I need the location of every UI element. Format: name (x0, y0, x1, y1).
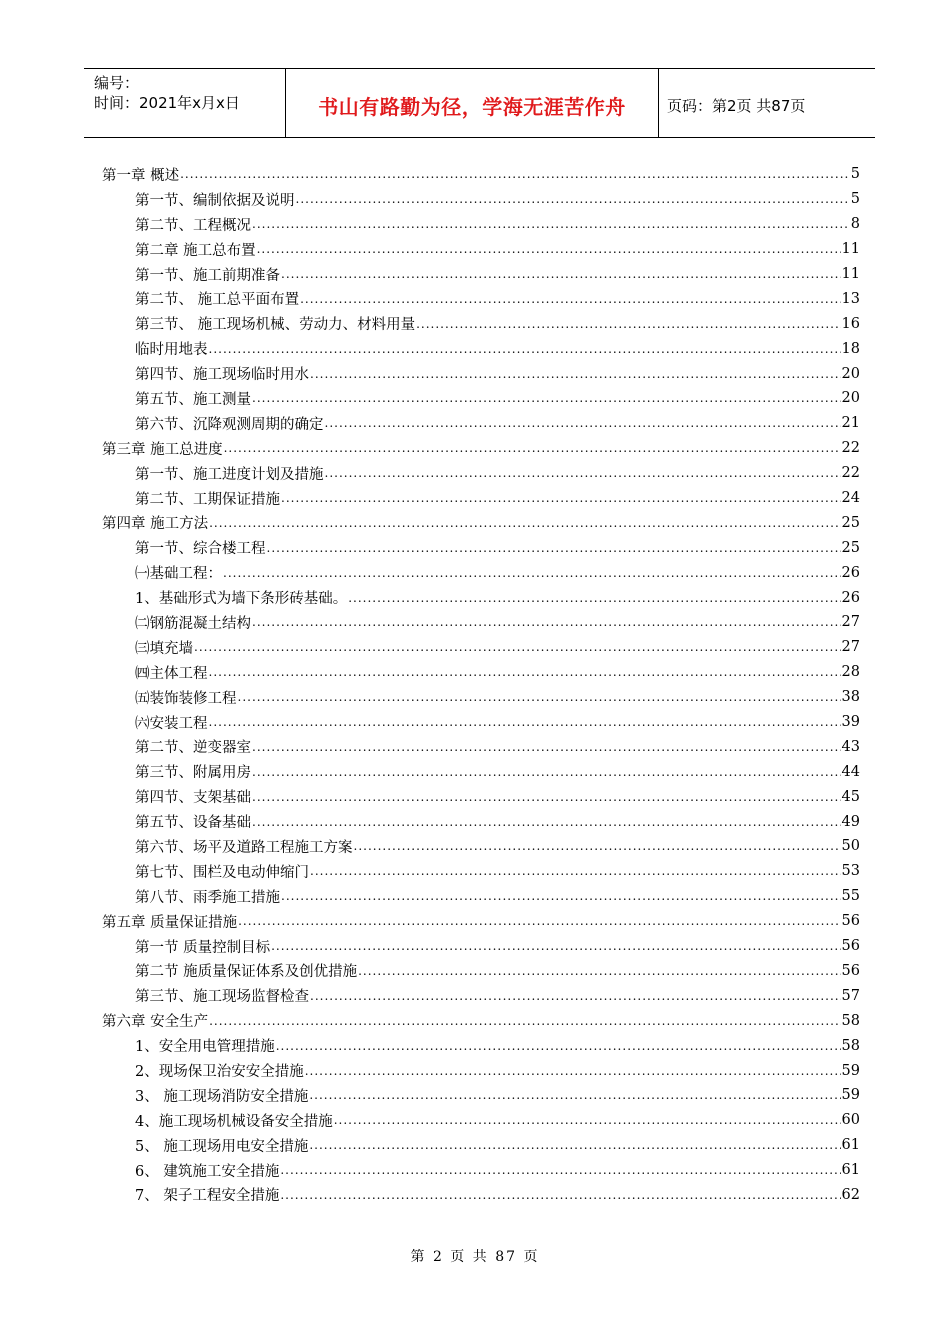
toc-entry-title: 5、 施工现场用电安全措施 (135, 1138, 309, 1155)
toc-dot-leader (416, 317, 840, 331)
toc-entry-title: 第一节 质量控制目标 (135, 939, 271, 956)
toc-entry-title: 第一节、综合楼工程 (135, 541, 266, 558)
toc-entry-page: 62 (841, 1186, 860, 1203)
page-header (84, 68, 875, 138)
toc-entry[interactable] (102, 1058, 860, 1083)
toc-dot-leader (281, 889, 841, 903)
toc-entry[interactable] (102, 859, 860, 884)
toc-entry[interactable] (102, 535, 860, 560)
toc-dot-leader (238, 914, 840, 928)
toc-entry-page: 25 (841, 514, 860, 531)
toc-entry-page: 58 (841, 1037, 860, 1054)
toc-entry-title: 第一章 概述 (102, 167, 180, 184)
toc-entry-title: 第六章 安全生产 (102, 1014, 209, 1031)
toc-entry[interactable] (102, 635, 860, 660)
toc-entry[interactable] (102, 959, 860, 984)
toc-entry-title: 第二节 施质量保证体系及创优措施 (135, 964, 358, 981)
toc-dot-leader (252, 765, 841, 779)
header-page-number: 页码：第2页 共87页 (667, 96, 806, 115)
toc-dot-leader (209, 1014, 840, 1028)
toc-entry-page: 26 (841, 589, 860, 606)
toc-entry-title: 第二节、工程概况 (135, 217, 251, 234)
toc-dot-leader (276, 1039, 841, 1053)
toc-entry[interactable] (102, 162, 860, 187)
toc-dot-leader (310, 864, 841, 878)
toc-entry-page: 56 (841, 913, 860, 930)
toc-dot-leader (252, 815, 841, 829)
toc-entry[interactable] (102, 1183, 860, 1208)
toc-entry-page: 45 (841, 788, 860, 805)
toc-dot-leader (300, 292, 840, 306)
toc-entry[interactable] (102, 262, 860, 287)
toc-entry[interactable] (102, 560, 860, 585)
toc-dot-leader (267, 541, 841, 555)
toc-dot-leader (325, 416, 841, 430)
toc-entry[interactable] (102, 436, 860, 461)
toc-entry-page: 5 (850, 166, 860, 183)
toc-entry[interactable] (102, 1158, 860, 1183)
toc-entry-page: 28 (841, 664, 860, 681)
toc-entry-title: 临时用地表 (135, 342, 208, 359)
toc-entry[interactable] (102, 1008, 860, 1033)
toc-dot-leader (310, 989, 841, 1003)
toc-entry-page: 57 (841, 987, 860, 1004)
toc-entry[interactable] (102, 784, 860, 809)
toc-entry-page: 61 (841, 1137, 860, 1154)
toc-dot-leader (310, 367, 841, 381)
toc-entry-page: 8 (850, 216, 860, 233)
toc-entry-page: 21 (841, 415, 860, 432)
toc-entry-page: 56 (841, 962, 860, 979)
toc-entry-page: 16 (841, 315, 860, 332)
toc-entry-page: 56 (841, 938, 860, 955)
toc-entry-title: 2、现场保卫治安安全措施 (135, 1064, 304, 1080)
toc-entry-title: ㈥安装工程 (135, 715, 208, 732)
toc-entry-page: 61 (841, 1162, 860, 1179)
toc-entry[interactable] (102, 461, 860, 486)
toc-entry[interactable] (102, 809, 860, 834)
toc-entry-title: 第五节、施工测量 (135, 391, 251, 408)
toc-entry-title: 第一节、施工进度计划及措施 (135, 466, 324, 483)
toc-entry-title: 第三节、 施工现场机械、劳动力、材料用量 (135, 317, 416, 334)
toc-entry-title: 第一节、编制依据及说明 (135, 192, 295, 209)
toc-entry-page: 22 (841, 465, 860, 482)
toc-entry[interactable] (102, 660, 860, 685)
toc-entry-page: 22 (841, 440, 860, 457)
toc-entry-page: 13 (841, 290, 860, 307)
toc-entry-title: 第六节、沉降观测周期的确定 (135, 416, 324, 433)
toc-entry-title: 6、 建筑施工安全措施 (135, 1163, 280, 1180)
toc-dot-leader (325, 466, 841, 480)
toc-entry-title: ㈡钢筋混凝土结构 (135, 615, 251, 632)
toc-entry[interactable] (102, 486, 860, 511)
toc-dot-leader (354, 839, 841, 853)
toc-entry-title: 第四节、施工现场临时用水 (135, 367, 309, 384)
toc-dot-leader (348, 591, 840, 605)
toc-dot-leader (209, 516, 840, 530)
toc-dot-leader (252, 217, 850, 231)
toc-entry-page: 38 (841, 689, 860, 706)
toc-entry-page: 20 (841, 365, 860, 382)
table-of-contents (102, 162, 860, 1207)
toc-entry-page: 11 (841, 266, 860, 282)
toc-entry[interactable] (102, 834, 860, 859)
toc-entry-page: 50 (841, 838, 860, 855)
toc-entry-page: 58 (841, 1012, 860, 1029)
toc-entry-title: 第三节、附属用房 (135, 765, 251, 782)
toc-dot-leader (238, 690, 841, 704)
toc-entry-title: ㈣主体工程 (135, 665, 208, 682)
toc-entry[interactable] (102, 237, 860, 262)
toc-entry-title: 第七节、围栏及电动伸缩门 (135, 864, 309, 881)
toc-entry[interactable] (102, 685, 860, 710)
toc-entry[interactable] (102, 1033, 860, 1058)
toc-dot-leader (209, 342, 841, 356)
toc-dot-leader (209, 665, 841, 679)
toc-entry-title: 第五节、设备基础 (135, 815, 251, 832)
toc-dot-leader (309, 1088, 840, 1102)
toc-entry[interactable] (102, 884, 860, 909)
toc-entry[interactable] (102, 934, 860, 959)
toc-entry[interactable] (102, 286, 860, 311)
toc-entry-title: 3、 施工现场消防安全措施 (135, 1088, 309, 1105)
toc-entry[interactable] (102, 909, 860, 934)
toc-dot-leader (296, 192, 850, 206)
toc-dot-leader (309, 1138, 840, 1152)
header-motto: 书山有路勤为径，学海无涯苦作舟 (286, 69, 659, 137)
toc-entry-title: 第二章 施工总布置 (135, 242, 256, 259)
toc-entry-title: 第二节、工期保证措施 (135, 491, 280, 508)
toc-dot-leader (252, 740, 841, 754)
toc-entry-title: ㈢填充墙 (135, 640, 193, 657)
toc-entry-page: 11 (841, 241, 860, 258)
toc-entry[interactable] (102, 187, 860, 212)
toc-entry[interactable] (102, 710, 860, 735)
toc-entry-page: 39 (841, 714, 860, 731)
toc-entry-page: 26 (841, 564, 860, 581)
toc-dot-leader (305, 1064, 841, 1078)
toc-entry-title: 第五章 质量保证措施 (102, 914, 238, 931)
toc-entry-title: 第一节、施工前期准备 (135, 267, 280, 284)
toc-entry[interactable] (102, 212, 860, 237)
toc-entry-page: 59 (841, 1087, 860, 1104)
toc-entry-page: 27 (841, 614, 860, 631)
toc-entry-page: 27 (841, 639, 860, 656)
toc-dot-leader (224, 441, 841, 455)
document-date: 时间：2021年x月x日 (94, 94, 240, 112)
toc-entry-page: 44 (841, 763, 860, 780)
toc-dot-leader (252, 391, 841, 405)
toc-entry-title: 1、基础形式为墙下条形砖基础。 (135, 591, 348, 608)
toc-entry-page: 43 (841, 738, 860, 755)
toc-dot-leader (334, 1113, 841, 1127)
toc-entry[interactable] (102, 386, 860, 411)
toc-entry-title: 第六节、场平及道路工程施工方案 (135, 839, 353, 856)
toc-entry[interactable] (102, 585, 860, 610)
document-number-label: 编号： (94, 74, 140, 92)
toc-entry-page: 20 (841, 390, 860, 407)
toc-entry-title: 4、施工现场机械设备安全措施 (135, 1113, 333, 1130)
toc-entry-page: 18 (841, 340, 860, 357)
toc-dot-leader (271, 939, 840, 953)
toc-entry-page: 5 (850, 191, 860, 208)
toc-entry-page: 49 (841, 813, 860, 830)
toc-entry[interactable] (102, 983, 860, 1008)
toc-dot-leader (209, 715, 841, 729)
toc-entry[interactable] (102, 1108, 860, 1133)
toc-dot-leader (257, 242, 841, 256)
page-footer: 第 2 页 共 87 页 (410, 1249, 540, 1265)
toc-entry-title: ㈠基础工程： (135, 566, 222, 583)
toc-entry[interactable] (102, 311, 860, 336)
toc-entry[interactable] (102, 759, 860, 784)
toc-dot-leader (252, 790, 841, 804)
toc-entry-title: 第四章 施工方法 (102, 516, 209, 533)
toc-entry-title: 第二节、逆变器室 (135, 740, 251, 757)
toc-dot-leader (281, 267, 841, 281)
toc-entry-title: 第三节、施工现场监督检查 (135, 989, 309, 1006)
toc-dot-leader (194, 640, 841, 654)
toc-entry-page: 25 (841, 539, 860, 556)
toc-entry-title: ㈤装饰装修工程 (135, 690, 237, 707)
toc-dot-leader (252, 615, 841, 629)
toc-entry-title: 第八节、雨季施工措施 (135, 889, 280, 906)
toc-entry[interactable] (102, 610, 860, 635)
toc-dot-leader (180, 167, 850, 181)
toc-entry[interactable] (102, 361, 860, 386)
header-meta (84, 69, 286, 137)
toc-entry-page: 53 (841, 863, 860, 880)
toc-dot-leader (358, 964, 840, 978)
toc-dot-leader (223, 566, 841, 580)
toc-dot-leader (280, 1163, 840, 1177)
toc-entry[interactable] (102, 336, 860, 361)
toc-entry[interactable] (102, 1083, 860, 1108)
toc-entry-title: 1、安全用电管理措施 (135, 1039, 275, 1056)
toc-entry[interactable] (102, 510, 860, 535)
toc-entry-page: 60 (841, 1112, 860, 1129)
toc-entry[interactable] (102, 1133, 860, 1158)
toc-entry-title: 第四节、支架基础 (135, 790, 251, 807)
toc-entry[interactable] (102, 734, 860, 759)
toc-entry[interactable] (102, 411, 860, 436)
toc-dot-leader (281, 491, 841, 505)
toc-entry-page: 59 (841, 1062, 860, 1079)
toc-entry-title: 7、 架子工程安全措施 (135, 1188, 280, 1205)
toc-entry-page: 24 (841, 490, 860, 507)
toc-entry-title: 第二节、 施工总平面布置 (135, 292, 300, 309)
toc-dot-leader (280, 1188, 840, 1202)
toc-entry-page: 55 (841, 888, 860, 905)
toc-entry-title: 第三章 施工总进度 (102, 441, 223, 458)
